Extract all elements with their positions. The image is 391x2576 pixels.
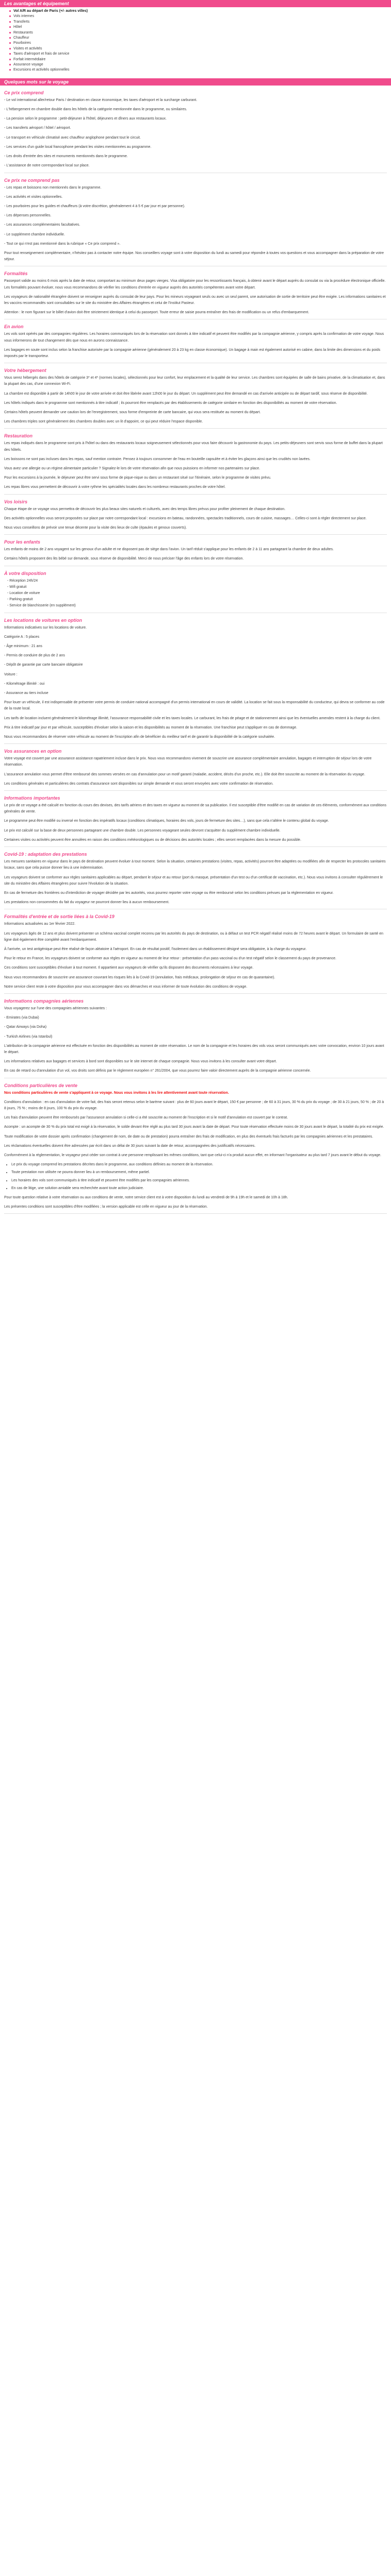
section-paragraph: Toute modification de votre dossier après confirmation (changement de nom, de date ou de prestation) pourra entraîner des frais de modification, en plus des éventuels frais facturés par les compagnies aériennes et les prestataires. (4, 1134, 373, 1139)
section-paragraph: - Les services d'un guide local francophone pendant les visites mentionnées au programme. (4, 145, 152, 149)
advantage-item: Hôtel (9, 25, 391, 30)
advantage-item: Taxes d'aéroport et frais de service (9, 52, 391, 57)
section-paragraph: - Turkish Airlines (via Istanbul) (4, 1035, 53, 1039)
advantages-banner (0, 0, 391, 7)
section-divider (4, 1213, 387, 1214)
amenity-item: - Wifi gratuit (7, 584, 387, 590)
advantage-item: Vol A/R au départ de Paris (+/- autres villes) (9, 9, 391, 14)
section-paragraph: Certains hôtels peuvent demander une caution lors de l'enregistrement, sous forme d'empreinte de carte bancaire, qui vous sera restituée au moment du départ. (4, 410, 261, 414)
section-paragraph: Le prix de ce voyage a été calculé en fonction du cours des devises, des tarifs aériens et des taxes en vigueur au moment de sa publication. Il est susceptible d'être modifié en cas de variation de ces éléments, conformément aux conditions générales de vente. (4, 804, 387, 814)
amenity-item: - Service de blanchisserie (en supplément) (7, 603, 387, 609)
section-paragraph: Pour tout renseignement complémentaire, n'hésitez pas à contacter notre équipe. Nos conseillers voyage sont à votre disposition du lundi au samedi pour répondre à toutes vos questions et vous accompagner dans la préparation de votre séjour. (4, 251, 384, 262)
section-divider (4, 993, 387, 994)
section-paragraph: - Les activités et visites optionnelles. (4, 195, 63, 199)
section-paragraph: - La pension selon le programme : petit-déjeuner à l'hôtel, déjeuners et dîners aux restaurants locaux. (4, 117, 167, 121)
section-paragraph: Les hôtels indiqués dans le programme sont mentionnés à titre indicatif ; ils pourront être remplacés par des établissements de catégorie similaire en fonction des disponibilités au moment de votre réservation. (4, 401, 337, 405)
section-paragraph: Les tarifs de location incluent généralement le kilométrage illimité, l'assurance responsabilité civile et les taxes locales. Le carburant, les frais de péage et de stationnement ainsi que les éventuelles amendes restent à la charge du client. (4, 716, 381, 720)
section-paragraph: - Les dépenses personnelles. (4, 214, 52, 218)
section-title: Informations compagnies aériennes (4, 998, 84, 1004)
section-paragraph: Catégorie A : 5 places (4, 635, 40, 639)
section-paragraph: La chambre est disponible à partir de 14h00 le jour de votre arrivée et doit être libérée avant 12h00 le jour du départ. Un supplément peut être demandé en cas d'arrivée anticipée ou de départ tardif, sous réserve de disponibilité. (4, 392, 368, 396)
section-title: Formalités (4, 271, 28, 277)
section-paragraph: Les frais d'annulation peuvent être remboursés par l'assurance annulation si celle-ci a été souscrite au moment de l'inscription et si le motif d'annulation est couvert par le contrat. (4, 1116, 288, 1120)
section-title: Restauration (4, 433, 33, 439)
advantage-item: Vols internes (9, 14, 391, 19)
advantage-item: Chauffeur (9, 36, 391, 41)
section-paragraph: Voiture : (4, 672, 18, 676)
advantages-list (0, 9, 391, 73)
section-paragraph: Certains hôtels proposent des lits bébé sur demande, sous réserve de disponibilité. Merci de nous préciser l'âge des enfants lors de votre réservation. (4, 557, 244, 561)
info-heading: Quelques mots sur le voyage (4, 79, 69, 84)
section-paragraph: - Le vol international aller/retour Paris / destination en classe économique, les taxes d'aéroport et la surcharge carburant. (4, 98, 198, 102)
section-title: Conditions particulières de vente (4, 1082, 78, 1088)
advantages-heading: Les avantages et équipement (4, 1, 69, 6)
section-title: Vos assurances en option (4, 749, 62, 754)
section-paragraph: Prix à titre indicatif par jour et par véhicule, susceptibles d'évoluer selon la saison et les disponibilités au moment de la réservation. Une franchise peut s'appliquer en cas de dommage. (4, 725, 298, 730)
section-paragraph: Les repas libres vous permettent de découvrir à votre rythme les spécialités locales dans les nombreux restaurants proches de votre hôtel. (4, 485, 226, 489)
section-paragraph: Conformément à la réglementation, le voyageur peut céder son contrat à une personne remplissant les mêmes conditions, tant que celui-ci n'a produit aucun effet, en informant l'organisateur au plus tard 7 jours avant le début du voyage. (4, 1153, 381, 1157)
section-title: Votre hébergement (4, 368, 46, 374)
trip-details (0, 90, 391, 1214)
advantage-item: Forfait intermédiaire (9, 57, 391, 62)
section-title: Formalités d'entrée et de sortie liées à la Covid-19 (4, 914, 115, 920)
section-paragraph: Pour louer un véhicule, il est indispensable de présenter votre permis de conduire national accompagné d'un permis international en cours de validité. La location se fait sous la responsabilité du conducteur, qui devra se conformer au code de la route local. (4, 701, 385, 711)
section-paragraph: Les boissons ne sont pas incluses dans les repas, sauf mention contraire. Pensez à toujours consommer de l'eau en bouteille capsulée et à éviter les glaçons ainsi que les crudités non lavées. (4, 457, 311, 461)
section-paragraph: Certaines visites ou activités peuvent être annulées en raison des conditions météorologiques ou de décisions des autorités locales ; elles seront remplacées dans la mesure du possible. (4, 838, 301, 842)
section-paragraph: Nous vous recommandons de souscrire une assurance couvrant les risques liés à la Covid-19 (annulation, frais médicaux, prolongation de séjour en cas de quarantaine). (4, 975, 275, 979)
section-paragraph: - Les repas et boissons non mentionnés dans le programme. (4, 185, 102, 190)
section-paragraph: En cas de retard ou d'annulation d'un vol, vos droits sont définis par le règlement européen n° 261/2004, que vous pourrez faire valoir directement auprès de la compagnie aérienne concernée. (4, 1069, 311, 1073)
section-paragraph: - Le transport en véhicule climatisé avec chauffeur anglophone pendant tout le circuit. (4, 135, 141, 140)
amenities-list (4, 578, 387, 609)
section-paragraph: Les voyageurs doivent se conformer aux règles sanitaires applicables au départ, pendant le séjour et au retour (port du masque, présentation d'un test ou d'un certificat de vaccination, etc.). Nous vous invitons à consulter régulièrement le site du ministère des Affaires étrangères pour suivre l'évolution de la situation. (4, 875, 383, 886)
section-title: À votre disposition (4, 570, 46, 576)
conditions-list (4, 1162, 387, 1192)
advantage-item: Visites et activités (9, 46, 391, 52)
section-paragraph: Vous serez hébergés dans des hôtels de catégorie 3* et 4* (normes locales), sélectionnés pour leur confort, leur emplacement et la qualité de leur service. Les chambres sont équipées de salle de bains privative, de la climatisation et, dans la plupart des cas, d'une connexion Wi-Fi. (4, 376, 385, 386)
section-paragraph: Conditions d'annulation : en cas d'annulation de votre fait, des frais seront retenus selon le barème suivant : plus de 60 jours avant le départ, 150 € par personne ; de 60 à 31 jours, 30 % du prix du voyage ; de 30 à 21 jours, 50 % ; de 20 à 8 jours, 75 % ; moins de 8 jours, 100 % du prix du voyage. (4, 1100, 384, 1110)
section-divider (4, 743, 387, 744)
section-paragraph: Le prix est calculé sur la base de deux personnes partageant une chambre double. Les personnes voyageant seules devront s'acquitter du supplément chambre individuelle. (4, 828, 281, 833)
section-divider (4, 494, 387, 495)
section-paragraph: Chaque étape de ce voyage vous permettra de découvrir les plus beaux sites naturels et culturels, avec des temps libres prévus pour profiter pleinement de chaque destination. (4, 507, 286, 511)
section-title: Ce prix comprend (4, 90, 44, 95)
section-paragraph: Les repas indiqués dans le programme sont pris à l'hôtel ou dans des restaurants locaux soigneusement sélectionnés pour vous faire découvrir la gastronomie du pays. Les petits-déjeuners sont servis sous forme de buffet dans la plupart des hôtels. (4, 442, 383, 452)
section-paragraph: Le programme peut être modifié ou inversé en fonction des impératifs locaux (conditions climatiques, horaires des vols, jours de fermeture des sites…), sans que cela n'altère le contenu global du voyage. (4, 819, 329, 823)
section-title: Les locations de voitures en option (4, 617, 83, 623)
condition-item: • Toute prestation non utilisée ne pourra donner lieu à un remboursement, même partiel. (11, 1170, 387, 1176)
section-divider (4, 428, 387, 429)
section-paragraph: Pour le retour en France, les voyageurs doivent se conformer aux règles en vigueur au moment de leur retour : présentation d'un pass vaccinal ou d'un test négatif selon le classement du pays de provenance. (4, 957, 336, 961)
section-paragraph: Les réclamations éventuelles doivent être adressées par écrit dans un délai de 30 jours suivant la date de retour, accompagnées des justificatifs nécessaires. (4, 1144, 256, 1148)
section-title: Pour les enfants (4, 539, 41, 545)
section-paragraph: Passeport valide au moins 6 mois après la date de retour, comportant au minimum deux pages vierges. Visa obligatoire pour les ressortissants français, à obtenir avant le départ auprès du consulat ou via la procédure électronique officielle. Les formalités pouvant évoluer, nous vous recommandons de vérifier les conditions d'entrée en vigueur auprès des autorités compétentes avant votre départ. (4, 279, 386, 290)
amenity-item: - Location de voiture (7, 590, 387, 597)
section-paragraph: - Permis de conduire de plus de 2 ans (4, 654, 65, 658)
condition-item: • Les horaires des vols sont communiqués à titre indicatif et peuvent être modifiés par les compagnies aériennes. (11, 1178, 387, 1184)
section-paragraph: Notre service client reste à votre disposition pour vous accompagner dans vos démarches et vous informer de toute évolution des conditions de voyage. (4, 985, 248, 989)
section-paragraph: Vous avez une allergie ou un régime alimentaire particulier ? Signalez-le lors de votre réservation afin que nous puissions en informer nos partenaires sur place. (4, 466, 260, 470)
section-paragraph: Acompte : un acompte de 30 % du prix total est exigé à la réservation, le solde devant être réglé au plus tard 30 jours avant la date de départ. Pour toute réservation effectuée moins de 30 jours avant le départ, la totalité du prix est exigée. (4, 1125, 384, 1129)
section-paragraph: - Kilométrage illimité : oui (4, 682, 45, 686)
section-paragraph: Les mesures sanitaires en vigueur dans le pays de destination peuvent évoluer à tout moment. Selon la situation, certaines prestations (visites, repas, activités) pourront être adaptées ou modifiées afin de respecter les protocoles sanitaires locaux, sans que cela puisse donner lieu à une indemnisation. (4, 860, 386, 870)
section-paragraph: Les voyageurs âgés de 12 ans et plus doivent présenter un schéma vaccinal complet reconnu par les autorités du pays de destination, ou à défaut un test PCR négatif réalisé moins de 72 heures avant le départ. Un formulaire de santé en ligne doit également être complété avant l'embarquement. (4, 931, 384, 942)
section-paragraph: - Dépôt de garantie par carte bancaire obligatoire (4, 663, 83, 667)
section-divider (4, 790, 387, 791)
condition-item: • En cas de litige, une solution amiable sera recherchée avant toute action judiciaire. (11, 1185, 387, 1192)
section-warning: Nos conditions particulières de vente s'appliquent à ce voyage. Nous vous invitons à les lire attentivement avant toute réservation. (4, 1091, 229, 1095)
section-paragraph: - L'assistance de notre correspondant local sur place. (4, 164, 90, 168)
section-paragraph: - Le supplément chambre individuelle. (4, 232, 65, 236)
section-paragraph: Informations indicatives sur les locations de voiture. (4, 625, 87, 630)
section-title: Vos loisirs (4, 499, 28, 504)
section-paragraph: Les voyageurs de nationalité étrangère doivent se renseigner auprès du consulat de leur pays. Pour les mineurs voyageant seuls ou avec un seul parent, une autorisation de sortie de territoire peut être exigée. Les informations sanitaires et les vaccins recommandés sont consultables sur le site du ministère des Affaires étrangères et celui de l'Institut Pasteur. (4, 295, 386, 305)
section-paragraph: L'attribution de la compagnie aérienne est effectuée en fonction des disponibilités au moment de votre réservation. Le nom de la compagnie et les horaires des vols vous seront communiqués avec votre convocation, environ 10 jours avant le départ. (4, 1044, 384, 1054)
section-paragraph: - Assurance au tiers incluse (4, 691, 48, 696)
section-paragraph: - L'hébergement en chambre double dans les hôtels de la catégorie mentionnée dans le programme, ou similaires. (4, 108, 187, 112)
section-paragraph: Pour les excursions à la journée, le déjeuner peut être servi sous forme de pique-nique ou dans un restaurant situé sur l'itinéraire, selon le programme de visites prévu. (4, 476, 271, 480)
section-paragraph: Informations actualisées au 1er février 2022. (4, 922, 76, 926)
closing-paragraph: Les présentes conditions sont susceptibles d'être modifiées ; la version applicable est celle en vigueur au jour de la réservation. (4, 1205, 208, 1209)
section-title: Ce prix ne comprend pas (4, 177, 60, 183)
advantage-item: Restaurants (9, 30, 391, 36)
section-paragraph: - Âge minimum : 21 ans (4, 645, 42, 649)
section-paragraph: Les conditions générales et particulières des contrats d'assurance sont disponibles sur simple demande et vous seront envoyées avec votre confirmation de réservation. (4, 782, 273, 786)
section-paragraph: Les vols sont opérés par des compagnies régulières. Les horaires communiqués lors de la réservation sont donnés à titre indicatif et peuvent être modifiés par la compagnie aérienne, y compris après la confirmation de votre voyage. Nous vous informerons de tout changement dès que nous en aurons connaissance. (4, 332, 384, 343)
section-paragraph: - Les transferts aéroport / hôtel / aéroport. (4, 126, 71, 130)
section-paragraph: Votre voyage est couvert par une assurance assistance rapatriement incluse dans le prix. Nous vous recommandons vivement de souscrire une assurance complémentaire annulation, bagages et interruption de séjour lors de votre réservation. (4, 757, 372, 767)
section-paragraph: - Tout ce qui n'est pas mentionné dans la rubrique « Ce prix comprend ». (4, 242, 121, 246)
section-paragraph: Nous vous recommandons de réserver votre véhicule au moment de l'inscription afin de bénéficier du meilleur tarif et de garantir la disponibilité de la catégorie souhaitée. (4, 735, 275, 739)
amenity-item: - Parking gratuit (7, 597, 387, 603)
section-paragraph: Les enfants de moins de 2 ans voyagent sur les genoux d'un adulte et ne disposent pas de siège dans l'avion. Un tarif réduit s'applique pour les enfants de 2 à 11 ans partageant la chambre de deux adultes. (4, 548, 334, 552)
section-paragraph: En cas de fermeture des frontières ou d'interdiction de voyager décidée par les autorités, vous pourrez reporter votre voyage ou être remboursé selon les conditions prévues par la réglementation en vigueur. (4, 891, 334, 895)
section-title: En avion (4, 324, 24, 330)
section-title: Informations importantes (4, 795, 60, 801)
section-paragraph: À l'arrivée, un test antigénique peut être réalisé de façon aléatoire à l'aéroport. En cas de résultat positif, l'isolement dans un établissement désigné sera obligatoire, à la charge du voyageur. (4, 947, 307, 951)
section-paragraph: Attention : le nom figurant sur le billet d'avion doit être strictement identique à celui du passeport. Toute erreur de saisie pourra entraîner des frais de modification ou un refus d'embarquement. (4, 311, 309, 315)
section-title: Covid-19 : adaptation des prestations (4, 852, 87, 857)
section-paragraph: Les chambres triples sont généralement des chambres doubles avec un lit d'appoint, ce qui peut réduire l'espace disponible. (4, 420, 203, 424)
section-paragraph: - Les assurances complémentaires facultatives. (4, 223, 80, 227)
section-paragraph: Les prestations non consommées du fait du voyageur ne pourront donner lieu à aucun remboursement. (4, 901, 170, 905)
section-paragraph: - Emirates (via Dubai) (4, 1016, 39, 1020)
condition-item: • Le prix du voyage comprend les prestations décrites dans le programme, aux conditions définies au moment de la réservation. (11, 1162, 387, 1168)
section-divider (4, 846, 387, 847)
advantage-item: Excursions et activités optionnelles (9, 67, 391, 73)
advantage-item: Assurance voyage (9, 62, 391, 67)
section-paragraph: Des activités optionnelles vous seront proposées sur place par notre correspondant local : excursions en bateau, randonnées, spectacles traditionnels, cours de cuisine, massages… Celles-ci sont à régler directement sur place. (4, 516, 367, 520)
amenity-item: - Réception 24h/24 (7, 578, 387, 584)
section-paragraph: Ces conditions sont susceptibles d'évoluer à tout moment. Il appartient aux voyageurs de vérifier qu'ils disposent des documents nécessaires à leur voyage. (4, 966, 254, 970)
advantage-item: Pourboires (9, 41, 391, 46)
section-paragraph: Vous voyagerez sur l'une des compagnies aériennes suivantes : (4, 1006, 107, 1010)
section-divider (4, 534, 387, 535)
closing-paragraph: Pour toute question relative à votre réservation ou aux conditions de vente, notre service client est à votre disposition du lundi au vendredi de 9h à 19h et le samedi de 10h à 18h. (4, 1196, 288, 1199)
section-paragraph: Les bagages en soute sont inclus selon la franchise autorisée par la compagnie aérienne (généralement 20 à 23 kg en classe économique). Un bagage à main est également autorisé en cabine, dans la limite des dimensions et du poids imposés par le transporteur. (4, 348, 381, 358)
section-paragraph: - Les pourboires pour les guides et chauffeurs (à votre discrétion, généralement 4 à 5 € par jour et par personne). (4, 204, 185, 208)
section-paragraph: Les informations relatives aux bagages et services à bord sont disponibles sur le site internet de chaque compagnie. Nous vous invitons à les consulter avant votre départ. (4, 1060, 277, 1064)
section-paragraph: L'assurance annulation vous permet d'être remboursé des sommes versées en cas d'annulation pour un motif garanti (maladie, accident, décès d'un proche, etc.). Elle doit être souscrite au moment de la réservation du voyage. (4, 772, 365, 776)
info-banner (0, 78, 391, 86)
advantage-item: Transferts (9, 20, 391, 25)
section-paragraph: Nous vous conseillons de prévoir une tenue décente pour la visite des lieux de culte (épaules et genoux couverts). (4, 526, 187, 530)
section-paragraph: - Qatar Airways (via Doha) (4, 1025, 47, 1029)
section-paragraph: - Les droits d'entrée des sites et monuments mentionnés dans le programme. (4, 155, 128, 159)
